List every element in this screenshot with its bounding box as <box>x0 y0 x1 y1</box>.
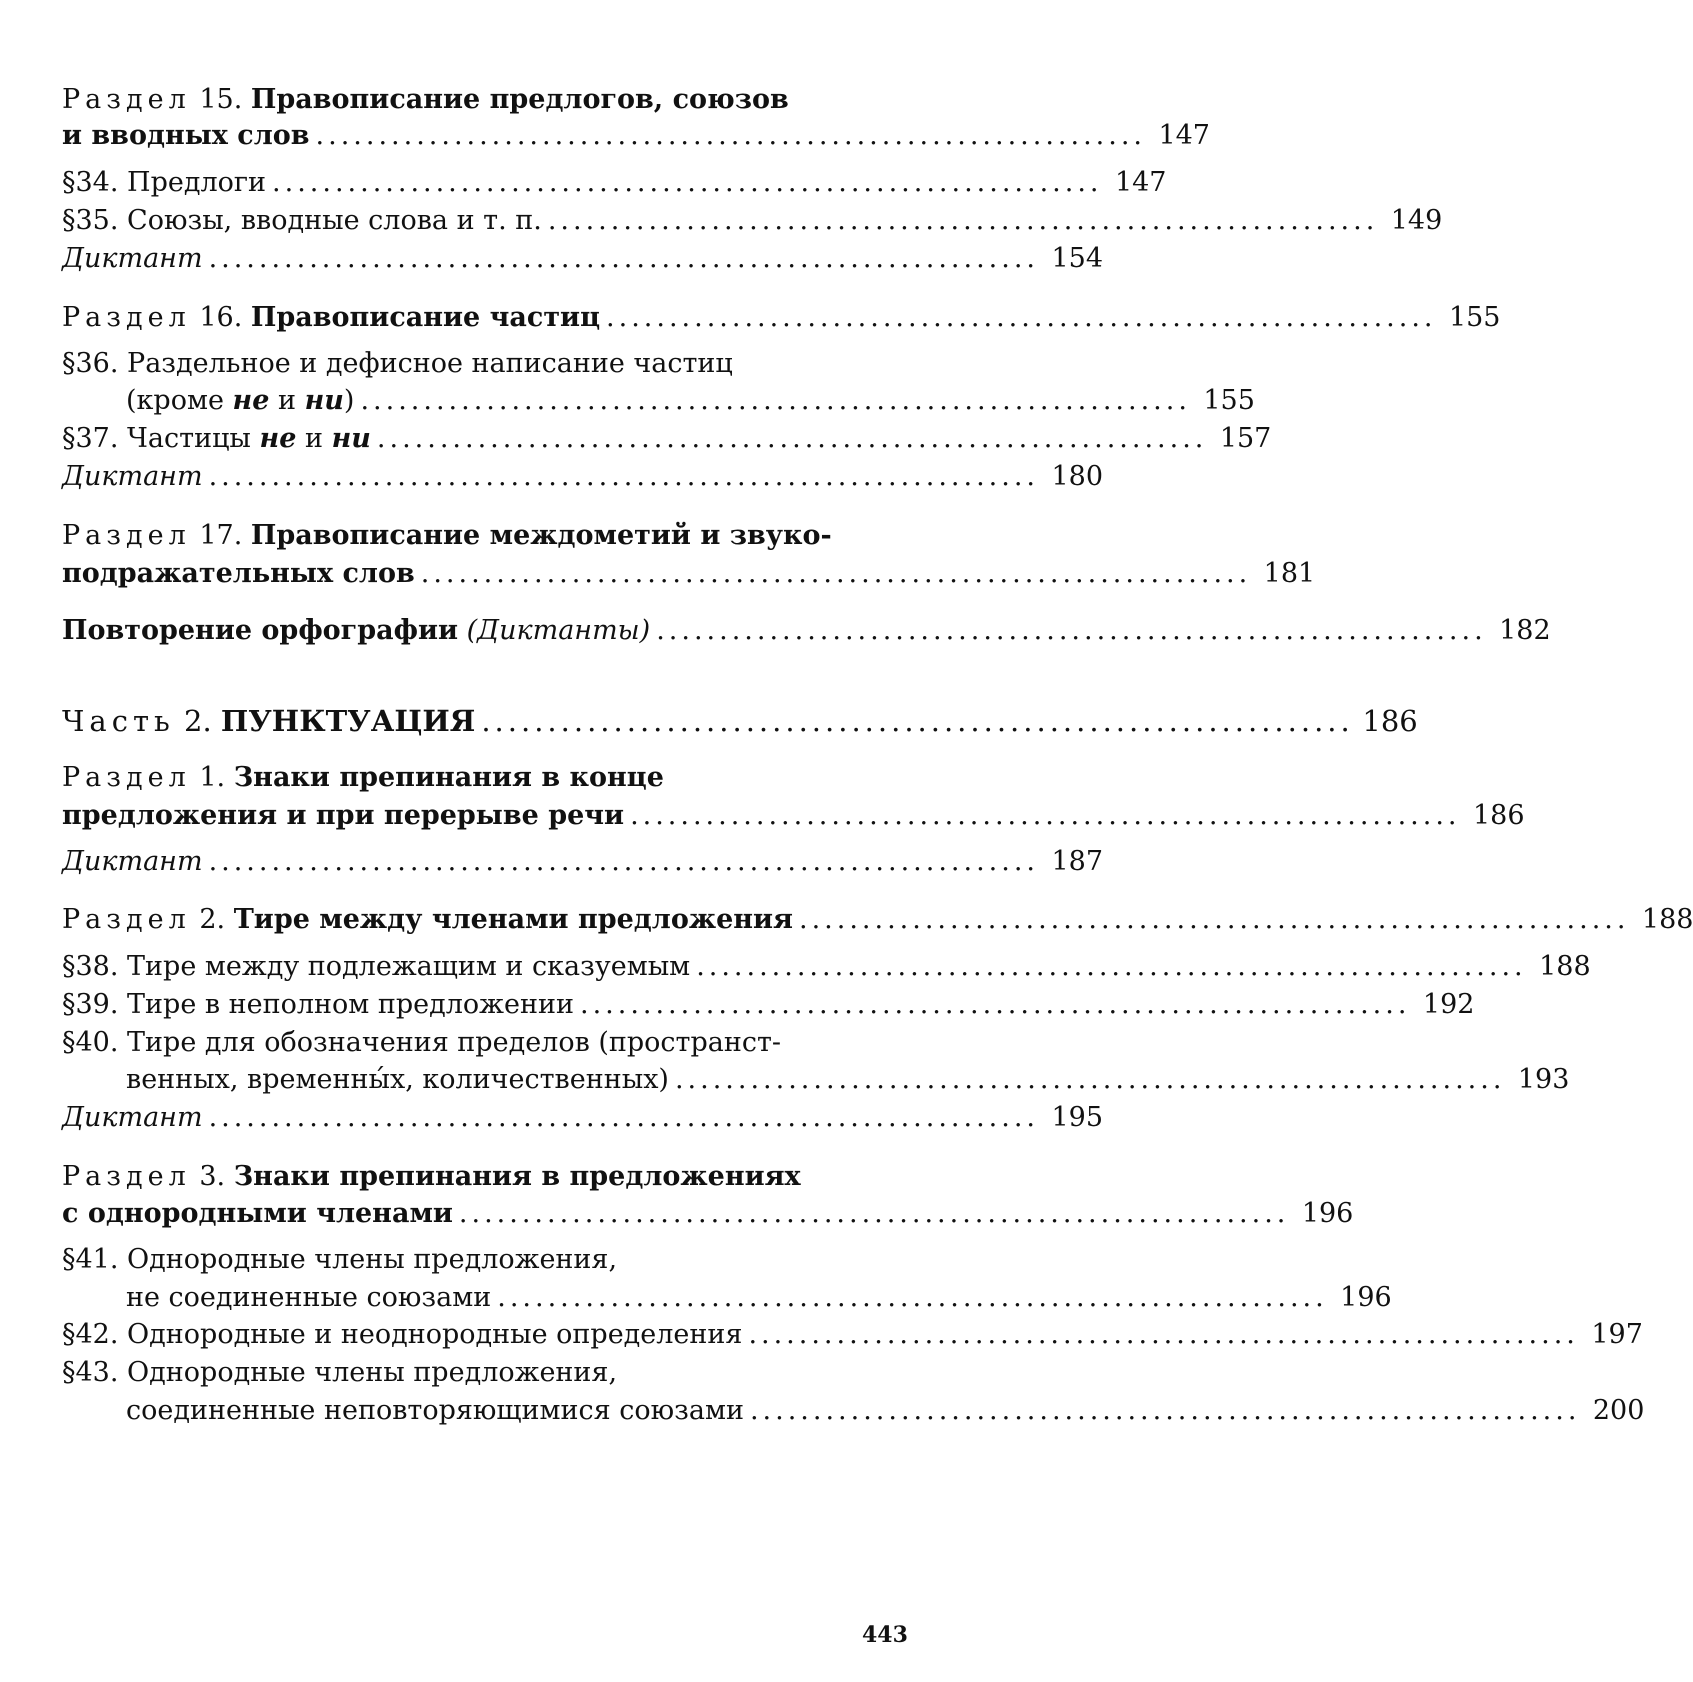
page-ref: 186 <box>1472 800 1525 831</box>
page-ref: 155 <box>1448 302 1501 333</box>
section-17-entry[interactable]: подражательных слов .................................................................. 181 <box>62 554 920 594</box>
section-2-entry[interactable]: Раздел 2. Тире между членами предложения .................................................................. 188 <box>62 900 920 940</box>
page-ref: 147 <box>1114 167 1167 198</box>
dictation-entry[interactable]: Диктант .................................................................. 154 <box>62 239 920 279</box>
page-ref: 188 <box>1641 904 1693 935</box>
section-3-heading: Раздел 3. Знаки препинания в предложениях <box>62 1161 801 1192</box>
paragraph-34-entry[interactable]: §34. Предлоги .................................................................. 147 <box>62 163 920 203</box>
dot-leader: .................................................................. <box>458 1198 1290 1229</box>
paragraph-42-entry[interactable]: §42. Однородные и неоднородные определения .................................................................. 197 <box>62 1315 920 1355</box>
page-number: 443 <box>862 1622 908 1648</box>
paragraph-37-entry[interactable]: §37. Частицы не и ни .................................................................. 157 <box>62 419 920 459</box>
section-16-entry[interactable]: Раздел 16. Правописание частиц .................................................................. 155 <box>62 298 920 338</box>
dot-leader: .................................................................. <box>630 800 1461 831</box>
page-ref: 187 <box>1051 846 1104 877</box>
paragraph-38-entry[interactable]: §38. Тире между подлежащим и сказуемым .................................................................. 188 <box>62 947 920 987</box>
page-ref: 200 <box>1592 1395 1645 1426</box>
dot-leader: .................................................................. <box>208 461 1040 492</box>
dot-leader: .................................................................. <box>656 615 1487 646</box>
dot-leader: .................................................................. <box>579 989 1411 1020</box>
paragraph-41-entry[interactable]: не соединенные союзами .................................................................. 196 <box>126 1278 920 1318</box>
page-ref: 193 <box>1517 1064 1570 1095</box>
dot-leader: .................................................................. <box>420 558 1252 589</box>
page-ref: 182 <box>1499 615 1551 646</box>
page-ref: 186 <box>1362 704 1418 738</box>
page-ref: 147 <box>1158 120 1210 151</box>
page-ref: 197 <box>1591 1319 1643 1350</box>
dot-leader: .................................................................. <box>208 1102 1040 1133</box>
dot-leader: .................................................................. <box>696 951 1527 982</box>
dot-leader: .................................................................. <box>315 120 1146 151</box>
dot-leader: .................................................................. <box>376 423 1208 454</box>
page-ref: 149 <box>1390 205 1443 236</box>
page-ref: 155 <box>1203 385 1255 416</box>
dot-leader: .................................................................. <box>360 385 1191 416</box>
section-15-entry[interactable]: и вводных слов .................................................................. 147 <box>62 116 920 156</box>
dot-leader: .................................................................. <box>272 167 1103 198</box>
page-ref: 188 <box>1539 951 1591 982</box>
paragraph-43-entry[interactable]: соединенные неповторяющимися союзами .................................................................. 200 <box>126 1391 920 1431</box>
dot-leader: .................................................................. <box>481 704 1354 738</box>
section-17-heading: Раздел 17. Правописание междометий и звуко- <box>62 520 832 551</box>
page-ref: 180 <box>1051 461 1104 492</box>
orthography-review-entry[interactable]: Повторение орфографии (Диктанты) .................................................................. 182 <box>62 611 920 651</box>
page-ref: 195 <box>1051 1102 1104 1133</box>
dot-leader: .................................................................. <box>799 904 1630 935</box>
dot-leader: .................................................................. <box>208 243 1040 274</box>
paragraph-40-heading: §40. Тире для обозначения пределов (пространст- <box>62 1027 782 1058</box>
dictation-entry[interactable]: Диктант .................................................................. 180 <box>62 457 920 497</box>
paragraph-36-entry[interactable]: (кроме не и ни) .................................................................. 155 <box>126 381 920 421</box>
dictation-entry[interactable]: Диктант .................................................................. 195 <box>62 1098 920 1138</box>
paragraph-40-entry[interactable]: венных, временны́х, количественных) .................................................................. 193 <box>126 1060 920 1100</box>
section-1-entry[interactable]: предложения и при перерыве речи .................................................................. 186 <box>62 796 920 836</box>
paragraph-43-heading: §43. Однородные члены предложения, <box>62 1357 618 1388</box>
dot-leader: .................................................................. <box>674 1064 1506 1095</box>
dot-leader: .................................................................. <box>497 1282 1328 1313</box>
page-ref: 192 <box>1422 989 1475 1020</box>
page-ref: 157 <box>1219 423 1272 454</box>
paragraph-39-entry[interactable]: §39. Тире в неполном предложении .................................................................. 192 <box>62 985 920 1025</box>
section-1-heading: Раздел 1. Знаки препинания в конце <box>62 762 664 793</box>
dictation-entry[interactable]: Диктант .................................................................. 187 <box>62 842 920 882</box>
paragraph-41-heading: §41. Однородные члены предложения, <box>62 1244 618 1275</box>
page-ref: 181 <box>1263 558 1316 589</box>
dot-leader: .................................................................. <box>749 1395 1581 1426</box>
paragraph-35-entry[interactable]: §35. Союзы, вводные слова и т. п. .................................................................. 149 <box>62 201 920 241</box>
paragraph-36-heading: §36. Раздельное и дефисное написание частиц <box>62 348 733 379</box>
section-15-heading: Раздел 15. Правописание предлогов, союзов <box>62 84 789 115</box>
dot-leader: .................................................................. <box>547 205 1379 236</box>
section-3-entry[interactable]: с однородными членами .................................................................. 196 <box>62 1194 920 1234</box>
page-ref: 196 <box>1301 1198 1354 1229</box>
page-ref: 154 <box>1051 243 1104 274</box>
dot-leader: .................................................................. <box>208 846 1040 877</box>
dot-leader: .................................................................. <box>606 302 1437 333</box>
dot-leader: .................................................................. <box>748 1319 1579 1350</box>
page-ref: 196 <box>1340 1282 1392 1313</box>
part-2-entry[interactable]: Часть 2. ПУНКТУАЦИЯ .................................................................. 186 <box>62 701 920 741</box>
